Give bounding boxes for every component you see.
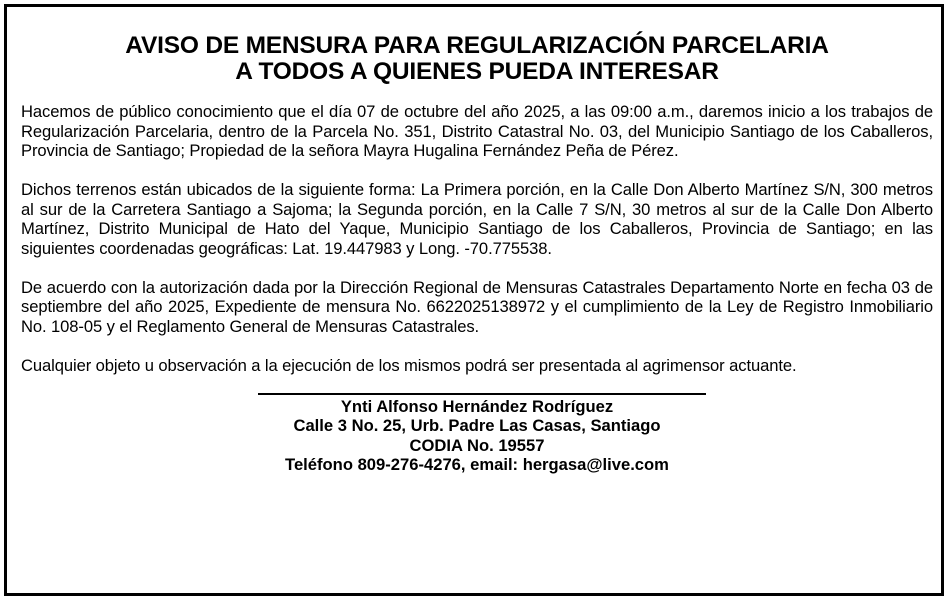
notice-title [21, 33, 933, 85]
title-line-1: AVISO DE MENSURA PARA REGULARIZACIÓN PARCELARIA [125, 32, 829, 59]
paragraph-location: Dichos terrenos están ubicados de la siguiente forma: La Primera porción, en la Calle Don Alberto Martínez S/N, 300 metros al sur de la Carretera Santiago a Sajoma; la Segunda porción, en la Calle 7 S/N, 30 metros al sur de la Calle Don Alberto Martínez, Distrito Municipal de Hato del Yaque, Municipio Santiago de los Caballeros, Provincia de Santiago; en las siguientes coordenadas geográficas: Lat. 19.447983 y Long. -70.775538. [21, 180, 933, 258]
surveyor-contact: Teléfono 809-276-4276, email: hergasa@live.com [285, 455, 669, 474]
paragraph-announcement: Hacemos de público conocimiento que el día 07 de octubre del año 2025, a las 09:00 a.m., daremos inicio a los trabajos de Regularización Parcelaria, dentro de la Parcela No. 351, Distrito Catastral No. 03, del Municipio Santiago de los Caballeros, Provincia de Santiago; Propiedad de la señora Mayra Hugalina Fernández Peña de Pérez. [21, 102, 933, 160]
paragraph-objections: Cualquier objeto u observación a la ejecución de los mismos podrá ser presentada al agrimensor actuante. [21, 355, 797, 375]
surveyor-codia: CODIA No. 19557 [409, 435, 545, 455]
signature-line [258, 393, 706, 395]
signature-block [21, 397, 933, 475]
surveyor-name: Ynti Alfonso Hernández Rodríguez [340, 396, 614, 416]
title-line-2: A TODOS A QUIENES PUEDA INTERESAR [235, 58, 719, 85]
notice-box [4, 4, 944, 596]
paragraph-authorization: De acuerdo con la autorización dada por la Dirección Regional de Mensuras Catastrales Departamento Norte en fecha 03 de septiembre del año 2025, Expediente de mensura No. 6622025138972 y el cumplimiento de la Ley de Registro Inmobiliario No. 108-05 y el Reglamento General de Mensuras Catastrales. [21, 277, 933, 336]
surveyor-address: Calle 3 No. 25, Urb. Padre Las Casas, Santiago [293, 416, 661, 435]
notice-body [21, 102, 933, 375]
